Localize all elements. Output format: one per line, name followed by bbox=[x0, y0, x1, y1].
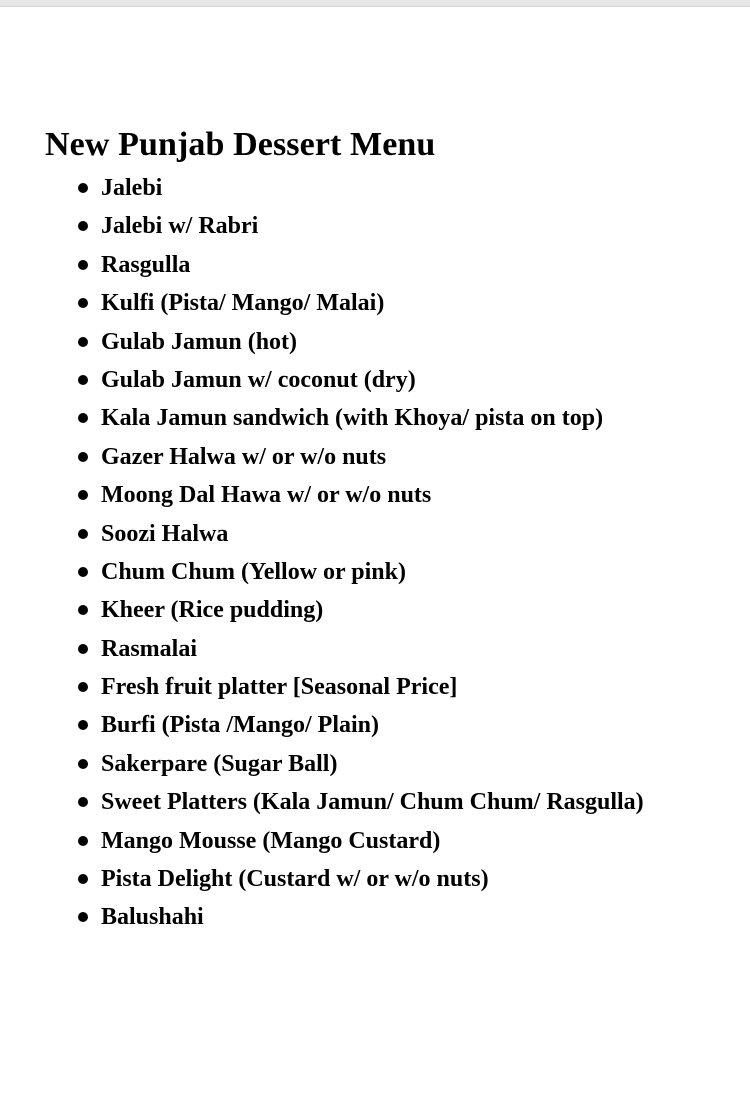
menu-item bbox=[45, 284, 745, 322]
page-top-edge bbox=[0, 0, 750, 7]
bullet-icon bbox=[78, 605, 88, 615]
menu-item bbox=[45, 476, 745, 514]
menu-item-label: Gulab Jamun (hot) bbox=[101, 328, 298, 355]
menu-item-label: Kala Jamun sandwich (with Khoya/ pista on top) bbox=[101, 405, 604, 432]
bullet-icon bbox=[78, 567, 88, 577]
menu-item-label: Jalebi w/ Rabri bbox=[101, 213, 259, 240]
menu-item bbox=[45, 860, 745, 898]
menu-item bbox=[45, 169, 745, 207]
menu-item bbox=[45, 630, 745, 668]
menu-item bbox=[45, 591, 745, 629]
menu-item-label: Jalebi bbox=[101, 175, 163, 201]
menu-item bbox=[45, 898, 745, 936]
menu-item bbox=[45, 361, 745, 399]
bullet-icon bbox=[78, 490, 88, 500]
bullet-icon bbox=[78, 759, 88, 769]
bullet-icon bbox=[78, 529, 88, 539]
menu-item-label: Chum Chum (Yellow or pink) bbox=[101, 558, 406, 585]
menu-title: New Punjab Dessert Menu bbox=[45, 126, 436, 163]
bullet-icon bbox=[78, 644, 88, 654]
bullet-icon bbox=[78, 874, 88, 884]
menu-item bbox=[45, 822, 745, 860]
bullet-icon bbox=[78, 337, 88, 347]
bullet-icon bbox=[78, 682, 88, 692]
menu-item-label: Fresh fruit platter [Seasonal Price] bbox=[101, 674, 458, 701]
bullet-icon bbox=[78, 720, 88, 730]
menu-item bbox=[45, 515, 745, 553]
menu-item-label: Mango Mousse (Mango Custard) bbox=[101, 827, 441, 854]
bullet-icon bbox=[78, 413, 88, 423]
bullet-icon bbox=[78, 183, 88, 193]
menu-item bbox=[45, 668, 745, 706]
menu-item-label: Balushahi bbox=[101, 904, 204, 931]
menu-item bbox=[45, 783, 745, 821]
menu-item bbox=[45, 438, 745, 476]
menu-item bbox=[45, 207, 745, 245]
menu-item-label: Gulab Jamun w/ coconut (dry) bbox=[101, 366, 416, 393]
bullet-icon bbox=[78, 836, 88, 846]
menu-item-label: Kulfi (Pista/ Mango/ Malai) bbox=[101, 290, 385, 317]
menu-item bbox=[45, 399, 745, 437]
bullet-icon bbox=[78, 452, 88, 462]
menu-item-label: Pista Delight (Custard w/ or w/o nuts) bbox=[101, 866, 489, 893]
menu-item-label: Moong Dal Hawa w/ or w/o nuts bbox=[101, 482, 432, 509]
menu-item-label: Soozi Halwa bbox=[101, 520, 229, 547]
bullet-icon bbox=[78, 912, 88, 922]
menu-item bbox=[45, 706, 745, 744]
menu-item bbox=[45, 323, 745, 361]
menu-list bbox=[45, 169, 745, 937]
menu-item-label: Burfi (Pista /Mango/ Plain) bbox=[101, 712, 379, 739]
menu-item-label: Rasgulla bbox=[101, 251, 191, 278]
menu-item-label: Sweet Platters (Kala Jamun/ Chum Chum/ Rasgulla) bbox=[101, 789, 644, 816]
bullet-icon bbox=[78, 797, 88, 807]
menu-item bbox=[45, 553, 745, 591]
menu-item-label: Sakerpare (Sugar Ball) bbox=[101, 750, 338, 777]
menu-item bbox=[45, 246, 745, 284]
menu-item-label: Kheer (Rice pudding) bbox=[101, 597, 324, 624]
bullet-icon bbox=[78, 260, 88, 270]
bullet-icon bbox=[78, 375, 88, 385]
menu-item-label: Rasmalai bbox=[101, 635, 197, 662]
dessert-menu bbox=[45, 125, 745, 937]
bullet-icon bbox=[78, 298, 88, 308]
menu-item-label: Gazer Halwa w/ or w/o nuts bbox=[101, 443, 387, 470]
bullet-icon bbox=[78, 221, 88, 231]
menu-item bbox=[45, 745, 745, 783]
